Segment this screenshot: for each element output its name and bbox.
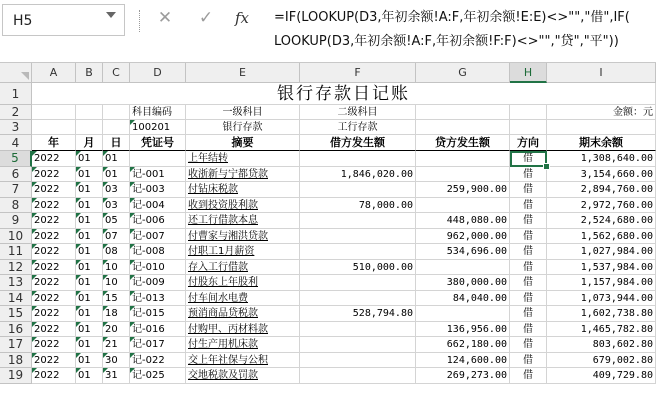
month-cell[interactable]: 01 [76, 337, 103, 353]
direction-cell[interactable]: 借 [510, 337, 547, 353]
insert-function-icon[interactable]: fx [234, 9, 249, 27]
balance-cell[interactable]: 409,729.80 [547, 368, 656, 384]
cell-r2[interactable] [32, 105, 76, 120]
debit-cell[interactable] [300, 229, 416, 245]
account-code-value[interactable]: 100201 [130, 120, 186, 135]
voucher-cell[interactable]: 记-008 [130, 244, 186, 260]
year-cell[interactable]: 2022 [32, 260, 76, 276]
month-cell[interactable]: 01 [76, 275, 103, 291]
balance-cell[interactable]: 2,524,680.00 [547, 213, 656, 229]
direction-cell[interactable]: 借 [510, 306, 547, 322]
row-header-4[interactable]: 4 [0, 135, 32, 151]
cell-r3[interactable] [103, 120, 130, 135]
row-header-5[interactable]: 5 [0, 151, 32, 167]
row-header-15[interactable]: 15 [0, 306, 32, 322]
month-cell[interactable]: 01 [76, 322, 103, 338]
row-header-7[interactable]: 7 [0, 182, 32, 198]
balance-cell[interactable]: 1,562,680.00 [547, 229, 656, 245]
credit-cell[interactable]: 259,900.00 [416, 182, 510, 198]
row-header-10[interactable]: 10 [0, 229, 32, 245]
voucher-cell[interactable]: 记-016 [130, 322, 186, 338]
month-cell[interactable]: 01 [76, 244, 103, 260]
summary-cell[interactable]: 存入工行借款 [186, 260, 300, 276]
year-cell[interactable]: 2022 [32, 151, 76, 167]
cell-r3[interactable] [416, 120, 510, 135]
month-cell[interactable]: 01 [76, 182, 103, 198]
month-cell[interactable]: 01 [76, 198, 103, 214]
direction-cell[interactable]: 借 [510, 291, 547, 307]
summary-cell[interactable]: 付车间水电费 [186, 291, 300, 307]
credit-cell[interactable] [416, 260, 510, 276]
column-header-a[interactable]: A [32, 63, 76, 83]
voucher-cell[interactable]: 记-017 [130, 337, 186, 353]
credit-cell[interactable]: 84,040.00 [416, 291, 510, 307]
column-header-i[interactable]: I [547, 63, 656, 83]
column-header-c[interactable]: C [103, 63, 130, 83]
direction-cell[interactable]: 借 [510, 182, 547, 198]
label-currency-unit: 金额：元 [547, 105, 656, 120]
credit-cell[interactable]: 380,000.00 [416, 275, 510, 291]
debit-cell[interactable] [300, 291, 416, 307]
balance-cell[interactable]: 1,465,782.80 [547, 322, 656, 338]
row-header-2[interactable]: 2 [0, 105, 32, 120]
day-cell[interactable]: 10 [103, 260, 130, 276]
day-cell[interactable]: 30 [103, 353, 130, 369]
voucher-cell[interactable]: 记-022 [130, 353, 186, 369]
header-month: 月 [76, 135, 103, 151]
summary-cell[interactable]: 付职工1月薪资 [186, 244, 300, 260]
header-summary: 摘要 [186, 135, 300, 151]
credit-cell[interactable]: 448,080.00 [416, 213, 510, 229]
column-header-h[interactable]: H [510, 63, 547, 83]
day-cell[interactable]: 03 [103, 182, 130, 198]
summary-cell[interactable]: 付钻床税款 [186, 182, 300, 198]
name-box-value: H5 [13, 13, 33, 29]
header-voucher-no: 凭证号 [130, 135, 186, 151]
month-cell[interactable]: 01 [76, 260, 103, 276]
balance-cell[interactable]: 3,154,660.00 [547, 167, 656, 183]
row-header-9[interactable]: 9 [0, 213, 32, 229]
voucher-cell[interactable]: 记-013 [130, 291, 186, 307]
summary-cell[interactable]: 收到投资股利款 [186, 198, 300, 214]
cell-r2[interactable] [103, 105, 130, 120]
debit-cell[interactable] [300, 337, 416, 353]
direction-cell[interactable]: 借 [510, 353, 547, 369]
voucher-cell[interactable]: 记-003 [130, 182, 186, 198]
column-header-b[interactable]: B [76, 63, 103, 83]
cell-r2[interactable] [416, 105, 510, 120]
voucher-cell[interactable]: 记-009 [130, 275, 186, 291]
direction-cell[interactable]: 借 [510, 244, 547, 260]
year-cell[interactable]: 2022 [32, 182, 76, 198]
summary-cell[interactable]: 交地税款及罚款 [186, 368, 300, 384]
balance-cell[interactable]: 679,002.80 [547, 353, 656, 369]
confirm-icon[interactable]: ✓ [198, 8, 214, 28]
label-second-level-account: 二级科目 [300, 105, 416, 120]
debit-cell[interactable] [300, 244, 416, 260]
month-cell[interactable]: 01 [76, 353, 103, 369]
cancel-icon[interactable]: ✕ [157, 8, 173, 28]
balance-cell[interactable]: 2,894,760.00 [547, 182, 656, 198]
credit-cell[interactable]: 534,696.00 [416, 244, 510, 260]
formula-text-line1: =IF(LOOKUP(D3,年初余额!A:F,年初余额!E:E)<>"","借",IF( [274, 10, 630, 25]
summary-cell[interactable]: 收浙新与宁都贷款 [186, 167, 300, 183]
select-all-icon [21, 72, 29, 80]
day-cell[interactable]: 31 [103, 368, 130, 384]
credit-cell[interactable] [416, 198, 510, 214]
debit-cell[interactable] [300, 213, 416, 229]
credit-cell[interactable]: 962,000.00 [416, 229, 510, 245]
debit-cell[interactable]: 78,000.00 [300, 198, 416, 214]
debit-cell[interactable] [300, 353, 416, 369]
row-header-8[interactable]: 8 [0, 198, 32, 214]
row-header-3[interactable]: 3 [0, 120, 32, 135]
month-cell[interactable]: 01 [76, 213, 103, 229]
formula-bar-divider [139, 10, 140, 32]
day-cell[interactable]: 03 [103, 198, 130, 214]
row-header-17[interactable]: 17 [0, 337, 32, 353]
direction-cell[interactable]: 借 [510, 167, 547, 183]
balance-cell[interactable]: 1,537,984.00 [547, 260, 656, 276]
voucher-cell[interactable]: 记-025 [130, 368, 186, 384]
header-credit: 贷方发生额 [416, 135, 510, 151]
balance-cell[interactable]: 1,073,944.00 [547, 291, 656, 307]
day-cell[interactable]: 01 [103, 151, 130, 167]
summary-cell[interactable]: 付曹家与湘洪贷款 [186, 229, 300, 245]
row-header-12[interactable]: 12 [0, 260, 32, 276]
debit-cell[interactable]: 1,846,020.00 [300, 167, 416, 183]
voucher-cell[interactable]: 记-001 [130, 167, 186, 183]
voucher-cell[interactable]: 记-004 [130, 198, 186, 214]
year-cell[interactable]: 2022 [32, 229, 76, 245]
direction-cell[interactable]: 借 [510, 275, 547, 291]
header-direction: 方向 [510, 135, 547, 151]
debit-cell[interactable] [300, 151, 416, 167]
credit-cell[interactable] [416, 167, 510, 183]
credit-cell[interactable] [416, 306, 510, 322]
month-cell[interactable]: 01 [76, 291, 103, 307]
row-header-18[interactable]: 18 [0, 353, 32, 369]
cell-r3[interactable] [32, 120, 76, 135]
header-year: 年 [32, 135, 76, 151]
summary-cell[interactable]: 交上年社保与公积 [186, 353, 300, 369]
day-cell[interactable]: 10 [103, 275, 130, 291]
name-box[interactable] [2, 4, 125, 36]
year-cell[interactable]: 2022 [32, 368, 76, 384]
voucher-cell[interactable]: 记-007 [130, 229, 186, 245]
row-header-19[interactable]: 19 [0, 368, 32, 384]
month-cell[interactable]: 01 [76, 368, 103, 384]
balance-cell[interactable]: 1,027,984.00 [547, 244, 656, 260]
credit-cell[interactable]: 662,180.00 [416, 337, 510, 353]
row-header-6[interactable]: 6 [0, 167, 32, 183]
active-cell[interactable]: 借 [510, 151, 547, 167]
direction-cell[interactable]: 借 [510, 229, 547, 245]
debit-cell[interactable]: 510,000.00 [300, 260, 416, 276]
sheet-title: 银行存款日记账 [32, 83, 656, 105]
cell-r3[interactable] [510, 120, 547, 135]
row-header-16[interactable]: 16 [0, 322, 32, 338]
formula-text-line2: LOOKUP(D3,年初余额!A:F,年初余额!F:F)<>"","贷","平")) [274, 34, 619, 49]
day-cell[interactable]: 15 [103, 291, 130, 307]
year-cell[interactable]: 2022 [32, 244, 76, 260]
year-cell[interactable]: 2022 [32, 353, 76, 369]
day-cell[interactable]: 05 [103, 213, 130, 229]
cell-r3[interactable] [76, 120, 103, 135]
row-header-14[interactable]: 14 [0, 291, 32, 307]
day-cell[interactable]: 08 [103, 244, 130, 260]
fill-handle[interactable] [543, 163, 550, 170]
direction-cell[interactable]: 借 [510, 368, 547, 384]
label-first-level-account: 一级科目 [186, 105, 300, 120]
month-cell[interactable]: 01 [76, 306, 103, 322]
debit-cell[interactable] [300, 182, 416, 198]
balance-cell[interactable]: 2,972,760.00 [547, 198, 656, 214]
year-cell[interactable]: 2022 [32, 322, 76, 338]
day-cell[interactable]: 18 [103, 306, 130, 322]
voucher-cell[interactable] [130, 151, 186, 167]
year-cell[interactable]: 2022 [32, 337, 76, 353]
balance-cell[interactable]: 1,602,738.80 [547, 306, 656, 322]
debit-cell[interactable] [300, 368, 416, 384]
cell-r2[interactable] [76, 105, 103, 120]
debit-cell[interactable] [300, 322, 416, 338]
row-header-1[interactable]: 1 [0, 83, 32, 105]
balance-cell[interactable]: 1,308,640.00 [547, 151, 656, 167]
day-cell[interactable]: 21 [103, 337, 130, 353]
formula-input[interactable] [268, 4, 656, 60]
year-cell[interactable]: 2022 [32, 198, 76, 214]
direction-cell[interactable]: 借 [510, 198, 547, 214]
voucher-cell[interactable]: 记-015 [130, 306, 186, 322]
column-header-f[interactable]: F [300, 63, 416, 83]
credit-cell[interactable] [416, 151, 510, 167]
first-level-account-value[interactable]: 银行存款 [186, 120, 300, 135]
summary-cell[interactable]: 预消商品贷税款 [186, 306, 300, 322]
voucher-cell[interactable]: 记-006 [130, 213, 186, 229]
month-cell[interactable]: 01 [76, 229, 103, 245]
second-level-account-value[interactable]: 工行存款 [300, 120, 416, 135]
summary-cell[interactable]: 还工行借款本息 [186, 213, 300, 229]
summary-cell[interactable]: 付购甲、丙材料款 [186, 322, 300, 338]
direction-cell[interactable]: 借 [510, 322, 547, 338]
cell-r3[interactable] [547, 120, 656, 135]
day-cell[interactable]: 01 [103, 167, 130, 183]
year-cell[interactable]: 2022 [32, 306, 76, 322]
debit-cell[interactable]: 528,794.80 [300, 306, 416, 322]
direction-cell[interactable]: 借 [510, 213, 547, 229]
credit-cell[interactable]: 124,600.00 [416, 353, 510, 369]
header-balance: 期末余额 [547, 135, 656, 151]
summary-cell[interactable]: 付生产用机床款 [186, 337, 300, 353]
label-account-code: 科目编码 [130, 105, 186, 120]
voucher-cell[interactable]: 记-010 [130, 260, 186, 276]
select-all-corner[interactable] [0, 63, 32, 83]
credit-cell[interactable]: 269,273.00 [416, 368, 510, 384]
year-cell[interactable]: 2022 [32, 213, 76, 229]
chevron-down-icon[interactable] [106, 12, 116, 18]
day-cell[interactable]: 20 [103, 322, 130, 338]
header-debit: 借方发生额 [300, 135, 416, 151]
year-cell[interactable]: 2022 [32, 167, 76, 183]
year-cell[interactable]: 2022 [32, 275, 76, 291]
direction-cell[interactable]: 借 [510, 260, 547, 276]
year-cell[interactable]: 2022 [32, 291, 76, 307]
row-header-11[interactable]: 11 [0, 244, 32, 260]
credit-cell[interactable]: 136,956.00 [416, 322, 510, 338]
summary-cell[interactable]: 上年结转 [186, 151, 300, 167]
debit-cell[interactable] [300, 275, 416, 291]
balance-cell[interactable]: 803,602.80 [547, 337, 656, 353]
formula-bar [0, 0, 656, 63]
month-cell[interactable]: 01 [76, 167, 103, 183]
month-cell[interactable]: 01 [76, 151, 103, 167]
balance-cell[interactable]: 1,157,984.00 [547, 275, 656, 291]
cell-r2[interactable] [510, 105, 547, 120]
day-cell[interactable]: 07 [103, 229, 130, 245]
column-header-g[interactable]: G [416, 63, 510, 83]
summary-cell[interactable]: 付股东上年股利 [186, 275, 300, 291]
row-header-13[interactable]: 13 [0, 275, 32, 291]
column-header-e[interactable]: E [186, 63, 300, 83]
header-day: 日 [103, 135, 130, 151]
column-header-d[interactable]: D [130, 63, 186, 83]
